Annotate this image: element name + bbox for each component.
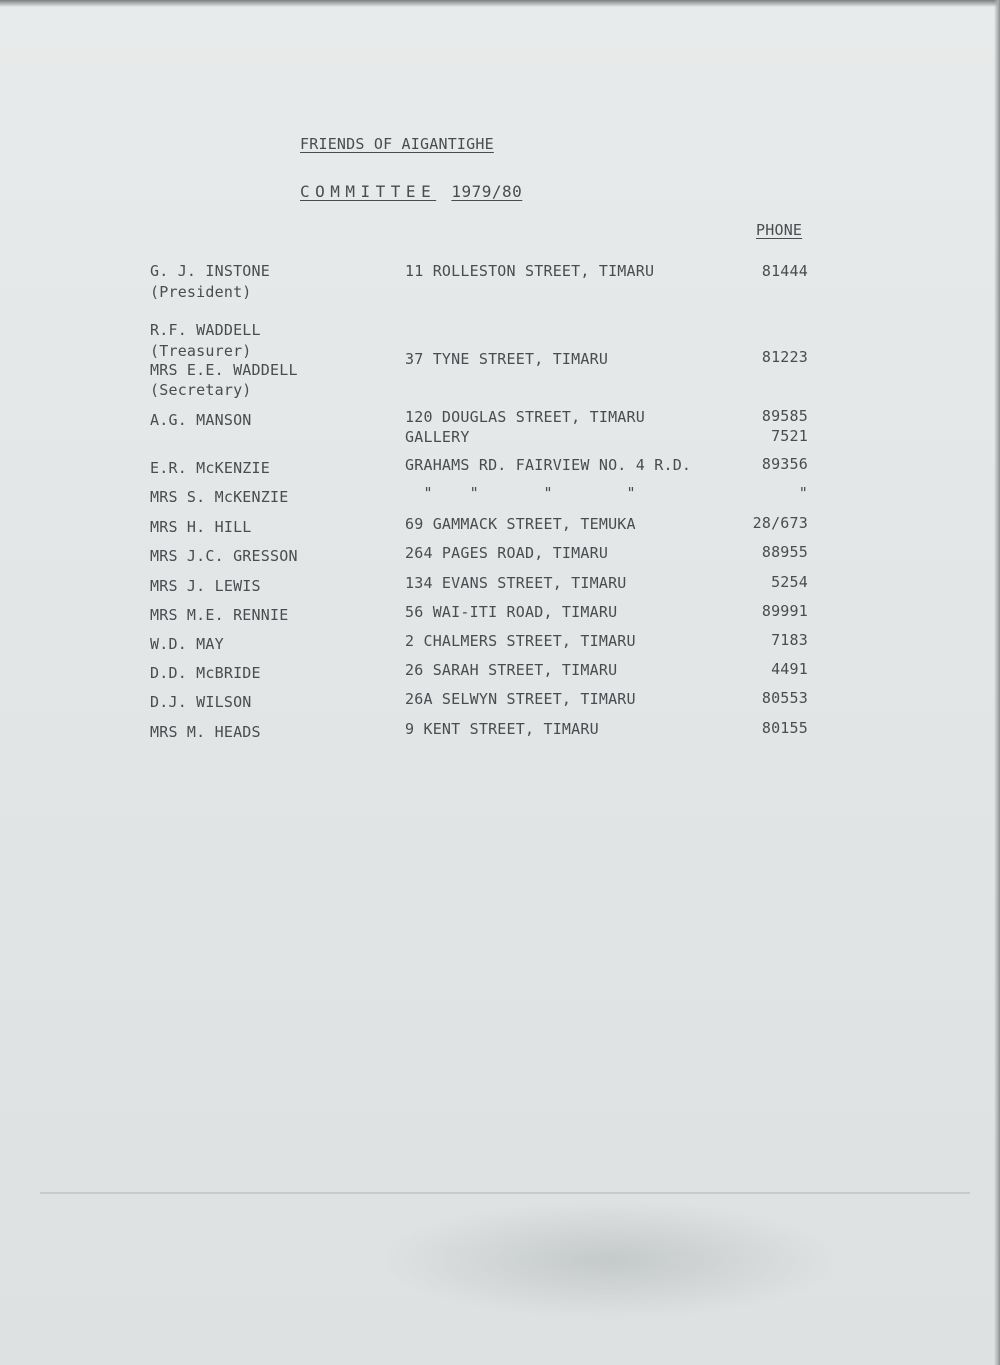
member-address: 26 SARAH STREET, TIMARU xyxy=(405,661,618,679)
member-phone-ditto: " xyxy=(798,484,808,502)
member-phone: 28/673 xyxy=(752,514,808,532)
member-name: W.D. MAY xyxy=(150,635,224,653)
subtitle-year: 1979/80 xyxy=(451,182,523,201)
member-address: 11 ROLLESTON STREET, TIMARU xyxy=(405,262,655,280)
member-name: D.J. WILSON xyxy=(150,693,252,711)
member-name: D.D. McBRIDE xyxy=(150,664,261,682)
member-name: A.G. MANSON xyxy=(150,411,252,429)
member-phone: 4491 xyxy=(771,660,808,678)
member-phone: 89991 xyxy=(761,602,808,620)
member-phone: 80553 xyxy=(761,689,808,707)
member-phone: 89585 xyxy=(761,407,808,425)
member-address-line2: GALLERY xyxy=(405,428,470,446)
member-name: MRS H. HILL xyxy=(150,518,252,536)
member-name: MRS M.E. RENNIE xyxy=(150,606,289,624)
member-name: MRS S. McKENZIE xyxy=(150,488,289,506)
member-name: MRS J.C. GRESSON xyxy=(150,547,298,565)
member-phone: 7183 xyxy=(771,631,808,649)
member-address: 134 EVANS STREET, TIMARU xyxy=(405,574,627,592)
member-address: 37 TYNE STREET, TIMARU xyxy=(405,350,609,368)
member-address: 56 WAI-ITI ROAD, TIMARU xyxy=(405,603,618,621)
member-phone: 88955 xyxy=(761,543,808,561)
member-address: GRAHAMS RD. FAIRVIEW NO. 4 R.D. xyxy=(405,456,692,474)
member-phone: 5254 xyxy=(771,573,808,591)
paper-fold-line xyxy=(40,1192,970,1194)
member-name: G. J. INSTONE xyxy=(150,262,270,280)
member-role: (President) xyxy=(150,283,252,301)
member-address: 264 PAGES ROAD, TIMARU xyxy=(405,544,609,562)
member-address: 26A SELWYN STREET, TIMARU xyxy=(405,690,636,708)
member-phone: 89356 xyxy=(761,455,808,473)
member-name: MRS J. LEWIS xyxy=(150,577,261,595)
member-phone: 81444 xyxy=(761,262,808,280)
member-address: 2 CHALMERS STREET, TIMARU xyxy=(405,632,636,650)
member-name: MRS M. HEADS xyxy=(150,723,261,741)
member-name: MRS E.E. WADDELL xyxy=(150,361,298,379)
member-phone-2: 7521 xyxy=(771,427,808,445)
member-address-ditto: " " " " xyxy=(405,484,636,502)
paper-top-edge xyxy=(0,0,1000,7)
paper-right-edge xyxy=(994,0,1000,1365)
member-address: 120 DOUGLAS STREET, TIMARU xyxy=(405,408,645,426)
member-role: (Treasurer) xyxy=(150,342,252,360)
member-phone: 80155 xyxy=(761,719,808,737)
member-role: (Secretary) xyxy=(150,381,252,399)
member-address: 69 GAMMACK STREET, TEMUKA xyxy=(405,515,636,533)
member-address: 9 KENT STREET, TIMARU xyxy=(405,720,599,738)
subtitle-committee: COMMITTEE xyxy=(300,182,437,201)
phone-column-header: PHONE xyxy=(756,221,803,239)
paper-smudge xyxy=(380,1200,840,1320)
member-name: R.F. WADDELL xyxy=(150,321,261,339)
member-phone: 81223 xyxy=(761,348,808,366)
document-title: FRIENDS OF AIGANTIGHE xyxy=(300,135,494,153)
member-name: E.R. McKENZIE xyxy=(150,459,270,477)
document-subtitle xyxy=(300,182,522,202)
